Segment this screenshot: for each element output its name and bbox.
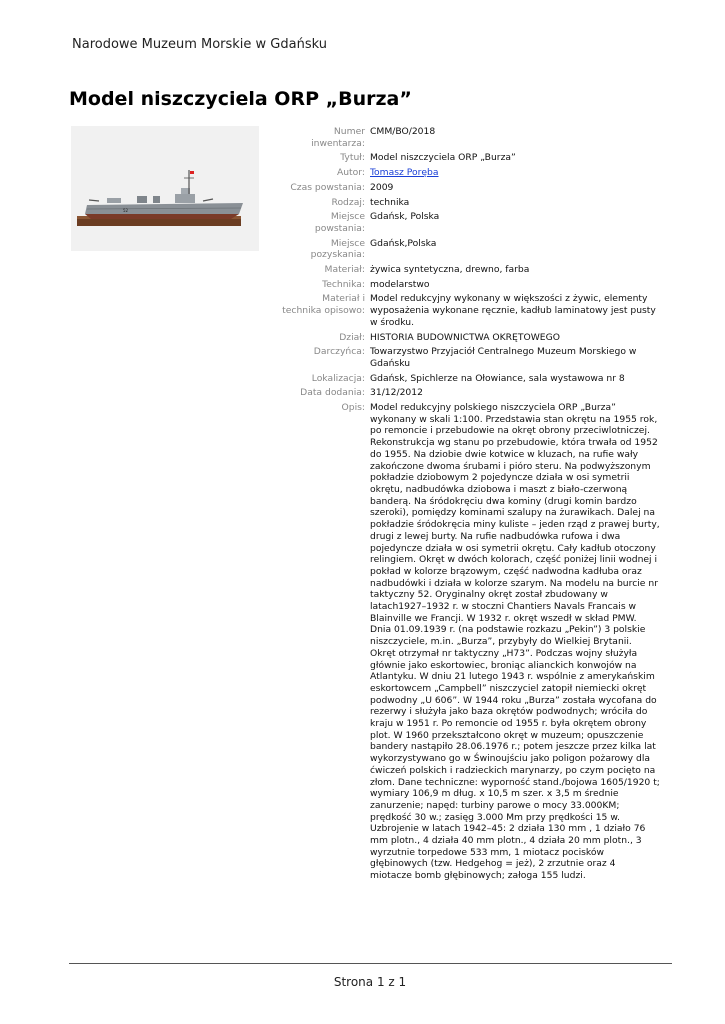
metadata-row-description bbox=[280, 402, 660, 882]
museum-header: Narodowe Muzeum Morskie w Gdańsku bbox=[72, 37, 327, 52]
metadata-label-author: Autor: bbox=[336, 167, 365, 179]
metadata-label-technique: Technika: bbox=[322, 278, 365, 290]
metadata-value-material_desc: Model redukcyjny wykonany w większości z żywic, elementy wyposażenia wykonane ręcznie, kadłub laminatowy jest pusty w środku. bbox=[370, 293, 656, 328]
metadata-label-donor: Darczyńca: bbox=[313, 346, 365, 358]
metadata-value-author bbox=[368, 167, 660, 179]
metadata-value-title: Model niszczyciela ORP „Burza” bbox=[370, 152, 516, 164]
metadata-value-date_added: 31/12/2012 bbox=[370, 387, 423, 399]
page-title: Model niszczyciela ORP „Burza” bbox=[69, 88, 412, 110]
metadata-row-title bbox=[280, 152, 660, 164]
metadata-value-description: Model redukcyjny polskiego niszczyciela ORP „Burza” wykonany w skali 1:100. Przedstawia stan okrętu na 1955 rok, po remoncie i przebudowie na okręt obrony przeciwlotniczej. Rekonstrukcja wg stanu po przebudowie, która trwała od 1952 do 1955. Na dziobie dwie kotwice w kluzach, na rufie wały zakończone dwoma śrubami i pióro steru. Na podwyższonym pokładzie dziobowym 2 pojedyncze działa w osi symetrii okrętu, nadbudówka dziobowa i maszt z biało-czerwoną banderą. Na śródokręciu dwa kominy (drugi komin bardzo szeroki), pomiędzy kominami szalupy na żurawikach. Dalej na pokładzie śródokręcia miny kuliste – jeden rząd z prawej burty, drugi z lewej burty. Na rufie nadbudówka rufowa i dwa pojedyncze działa w osi symetrii okrętu. Cały kadłub otoczony relingiem. Okręt w dwóch kolorach, część poniżej linii wodnej i pokład w kolorze brązowym, część nadwodna kadłuba oraz nadbudówki i działa w kolorze szarym. Na modelu na burcie nr taktyczny 52. Oryginalny okręt został zbudowany w latach1927–1932 r. w stoczni Chantiers Navals Francais w Blainville we Francji. W 1932 r. okręt wszedł w skład PMW. Dnia 01.09.1939 r. (na podstawie rozkazu „Pekin”) 3 polskie niszczyciele, m.in. „Burza”, przybyły do Wielkiej Brytanii. Okręt otrzymał nr taktyczny „H73”. Podczas wojny służyła głównie jako eskortowiec, broniąc alianckich konwojów na Atlantyku. W dniu 21 lutego 1943 r. wspólnie z amerykańskim eskortowcem „Campbell” niszczyciel zatopił niemiecki okręt podwodny „U 606”. W 1944 roku „Burza” została wycofana do rezerwy i służyła jako baza okrętów podwodnych; wróciła do kraju w 1951 r. Po remoncie od 1955 r. była okrętem obrony plot. W 1960 przekształcono okręt w muzeum; opuszczenie bandery nastąpiło 28.06.1976 r.; potem jeszcze przez kilka lat wykorzystywano go w Świnoujściu jako poligon pożarowy dla ćwiczeń polskich i radzieckich marynarzy, po czym pocięto na złom. Dane techniczne: wyporność stand./bojowa 1605/1920 t; wymiary 106,9 m dług. x 10,5 m szer. x 3,5 m średnie zanurzenie; napęd: turbiny parowe o mocy 33.000KM; prędkość 30 w.; zasięg 3.000 Mm przy prędkości 15 w. Uzbrojenie w latach 1942–45: 2 działa 130 mm , 1 działo 76 mm plotn., 4 działa 40 mm plotn., 4 działa 20 mm plotn., 3 wyrzutnie torpedowe 533 mm, 1 miotacz pocisków głębinowych (tzw. Hedgehog = jeż), 2 zrzutnie oraz 4 miotacze bomb głębinowych; załoga 155 ludzi. bbox=[370, 402, 660, 882]
metadata-list bbox=[280, 126, 660, 885]
metadata-value-inventory: CMM/BO/2018 bbox=[370, 126, 436, 137]
metadata-row-place_made bbox=[280, 211, 660, 234]
metadata-row-date_added bbox=[280, 387, 660, 399]
metadata-row-created bbox=[280, 182, 660, 194]
metadata-label-date_added: Data dodania: bbox=[300, 387, 365, 399]
metadata-label-created: Czas powstania: bbox=[290, 181, 365, 193]
metadata-row-place_acquired bbox=[280, 238, 660, 261]
metadata-label-location: Lokalizacja: bbox=[311, 372, 365, 384]
svg-text:52: 52 bbox=[123, 208, 129, 213]
metadata-label-description: Opis: bbox=[341, 402, 365, 414]
metadata-value-department: HISTORIA BUDOWNICTWA OKRĘTOWEGO bbox=[370, 331, 560, 343]
metadata-value-created: 2009 bbox=[370, 181, 394, 193]
ship-model-photo bbox=[71, 126, 259, 251]
metadata-value-technique: modelarstwo bbox=[370, 278, 430, 290]
metadata-label-material: Materiał: bbox=[324, 264, 365, 276]
metadata-label-place_made: Miejsce powstania: bbox=[314, 211, 365, 234]
metadata-row-author bbox=[280, 167, 660, 179]
metadata-value-donor: Towarzystwo Przyjaciół Centralnego Muzeum Morskiego w Gdańsku bbox=[370, 346, 637, 369]
metadata-label-department: Dział: bbox=[339, 331, 365, 343]
metadata-label-place_acquired: Miejsce pozyskania: bbox=[310, 237, 365, 261]
metadata-row-department bbox=[280, 332, 660, 344]
author-link[interactable]: Tomasz Poręba bbox=[370, 167, 439, 179]
metadata-value-location: Gdańsk, Spichlerze na Ołowiance, sala wystawowa nr 8 bbox=[370, 372, 625, 384]
metadata-value-kind: technika bbox=[370, 196, 410, 208]
metadata-row-technique bbox=[280, 279, 660, 291]
metadata-row-material bbox=[280, 264, 660, 276]
metadata-label-kind: Rodzaj: bbox=[331, 196, 365, 208]
ship-model-illustration bbox=[71, 126, 259, 251]
metadata-label-material_desc: Materiał i technika opisowo: bbox=[282, 293, 365, 317]
metadata-row-material_desc bbox=[280, 293, 660, 328]
metadata-row-donor bbox=[280, 346, 660, 369]
metadata-label-title: Tytuł: bbox=[340, 152, 365, 164]
metadata-row-kind bbox=[280, 197, 660, 209]
page-counter: Strona 1 z 1 bbox=[333, 975, 407, 989]
footer-divider bbox=[69, 963, 672, 964]
metadata-value-place_made: Gdańsk, Polska bbox=[370, 211, 440, 223]
metadata-row-location bbox=[280, 373, 660, 385]
metadata-value-place_acquired: Gdańsk,Polska bbox=[370, 237, 437, 249]
metadata-label-inventory: Numer inwentarza: bbox=[311, 126, 365, 149]
metadata-value-material: żywica syntetyczna, drewno, farba bbox=[370, 264, 530, 276]
metadata-row-inventory bbox=[280, 126, 660, 149]
